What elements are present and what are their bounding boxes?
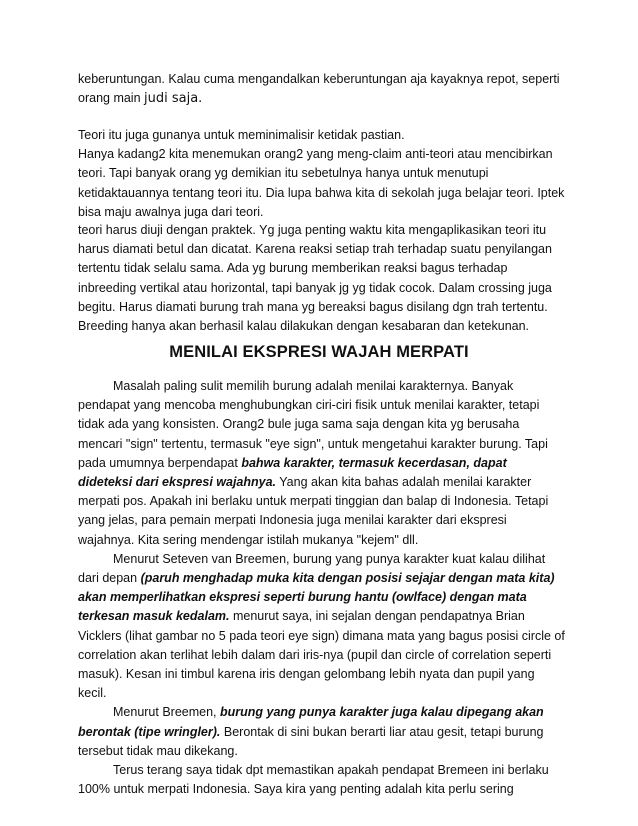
text-line: Masalah paling sulit memilih burung adalah menilai karakternya. Banyak [113,379,514,393]
text-line: Vicklers (lihat gambar no 5 pada teori eye sign) dimana mata yang bagus posisi circle of [78,628,565,643]
text-line: inbreeding vertikal atau horizontal, tapi banyak jg yg tidak cocok. Dalam crossing juga [78,280,552,295]
text-line: mencari "sign" tertentu, termasuk "eye sign", untuk mengetahui karakter burung. Tapi [78,436,548,451]
text-line: teori harus diuji dengan praktek. Yg juga penting waktu kita mengaplikasikan teori itu [78,223,547,237]
text-line: teori. Tapi banyak orang yg demikian itu sebetulnya hanya untuk menutupi [78,166,489,181]
emphasis: burung yang punya karakter juga kalau dipegang akan [220,705,544,720]
text-line: tersebut tidak mau dikekang. [78,743,238,758]
text-line: bisa maju awalnya juga dari teori. [78,204,264,219]
text-line: terkesan masuk kedalam. menurut saya, ini sejalan dengan pendapatnya Brian [78,609,525,624]
text-line: kecil. [78,686,107,701]
section-body [78,377,578,799]
emphasis: berontak (tipe wringler). [78,724,221,739]
text-line: pendapat yang mencoba menghubungkan ciri-ciri fisik untuk menilai karakter, tetapi [78,398,540,413]
text-line: Teori itu juga gunanya untuk meminimalisir ketidak pastian. [78,128,405,142]
text-line: Menurut Breemen, burung yang punya karakter juga kalau dipegang akan [113,705,544,720]
text-line: 100% untuk merpati Indonesia. Saya kira yang penting adalah kita perlu sering [78,782,514,797]
emphasis: bahwa karakter, termasuk kecerdasan, dapat [241,455,507,470]
text-line: Menurut Seteven van Breemen, burung yang punya karakter kuat kalau dilihat [113,551,546,566]
text-line: Terus terang saya tidak dpt memastikan apakah pendapat Bremeen ini berlaku [113,763,549,778]
text-line: dari depan (paruh menghadap muka kita dengan posisi sejajar dengan mata kita) [78,571,555,586]
text-line: berontak (tipe wringler). Berontak di sini bukan berarti liar atau gesit, tetapi burung [78,724,544,739]
text-line: correlation akan terlihat lebih dalam dari iris-nya (pupil dan circle of correlation seperti [78,647,552,662]
text-line: keberuntungan. Kalau cuma mengandalkan keberuntungan aja kayaknya repot, seperti [78,72,560,86]
text-line: tidak ada yang konsisten. Orang2 bule juga sama saja dengan kita yg berusaha [78,417,520,432]
paragraph-theory [78,126,578,222]
text-line: tertentu tidak selalu sama. Ada yg burung memberikan reaksi bagus terhadap [78,261,508,276]
text-line: harus diamati betul dan dicatat. Karena reaksi setiap trah terhadap suatu penyilangan [78,242,552,257]
text-line: Breeding hanya akan berhasil kalau dilakukan dengan kesabaran dan ketekunan. [78,319,530,334]
text-line: orang main judi saja. [78,91,203,107]
text-line: wajahnya. Kita sering mendengar istilah mukanya "kejem" dll. [78,532,419,547]
text-line: dideteksi dari ekspresi wajahnya. Yang akan kita bahas adalah menilai karakter [78,475,532,490]
paragraph-intro [78,70,578,108]
text-line: pada umumnya berpendapat bahwa karakter, termasuk kecerdasan, dapat [78,455,507,470]
text-line: akan memperlihatkan ekspresi seperti burung hantu (owlface) dengan mata [78,590,527,605]
text-line: begitu. Harus diamati burung trah mana yg bereaksi bagus disilang dgn trah tertentu. [78,299,548,314]
emphasis: (paruh menghadap muka kita dengan posisi sejajar dengan mata kita) [140,571,555,586]
text-line: masuk). Kesan ini timbul karena iris dengan gelombang lebih nyata dan pupil yang [78,667,535,682]
text-line: yang jelas, para pemain merpati Indonesia juga menilai karakter dari ekspresi [78,513,507,528]
emphasis: terkesan masuk kedalam. [78,609,230,624]
paragraph-practice [78,221,578,336]
section-title: MENILAI EKSPRESI WAJAH MERPATI [169,343,469,361]
emphasis: dideteksi dari ekspresi wajahnya. [78,475,277,490]
text-line: Hanya kadang2 kita menemukan orang2 yang meng-claim anti-teori atau mencibirkan [78,147,553,162]
text-line: ketidaktauannya tentang teori itu. Dia lupa bahwa kita di sekolah juga belajar teori. Iptek [78,185,565,200]
text-line: merpati pos. Apakah ini berlaku untuk merpati tinggian dan balap di Indonesia. Tetapi [78,494,549,509]
